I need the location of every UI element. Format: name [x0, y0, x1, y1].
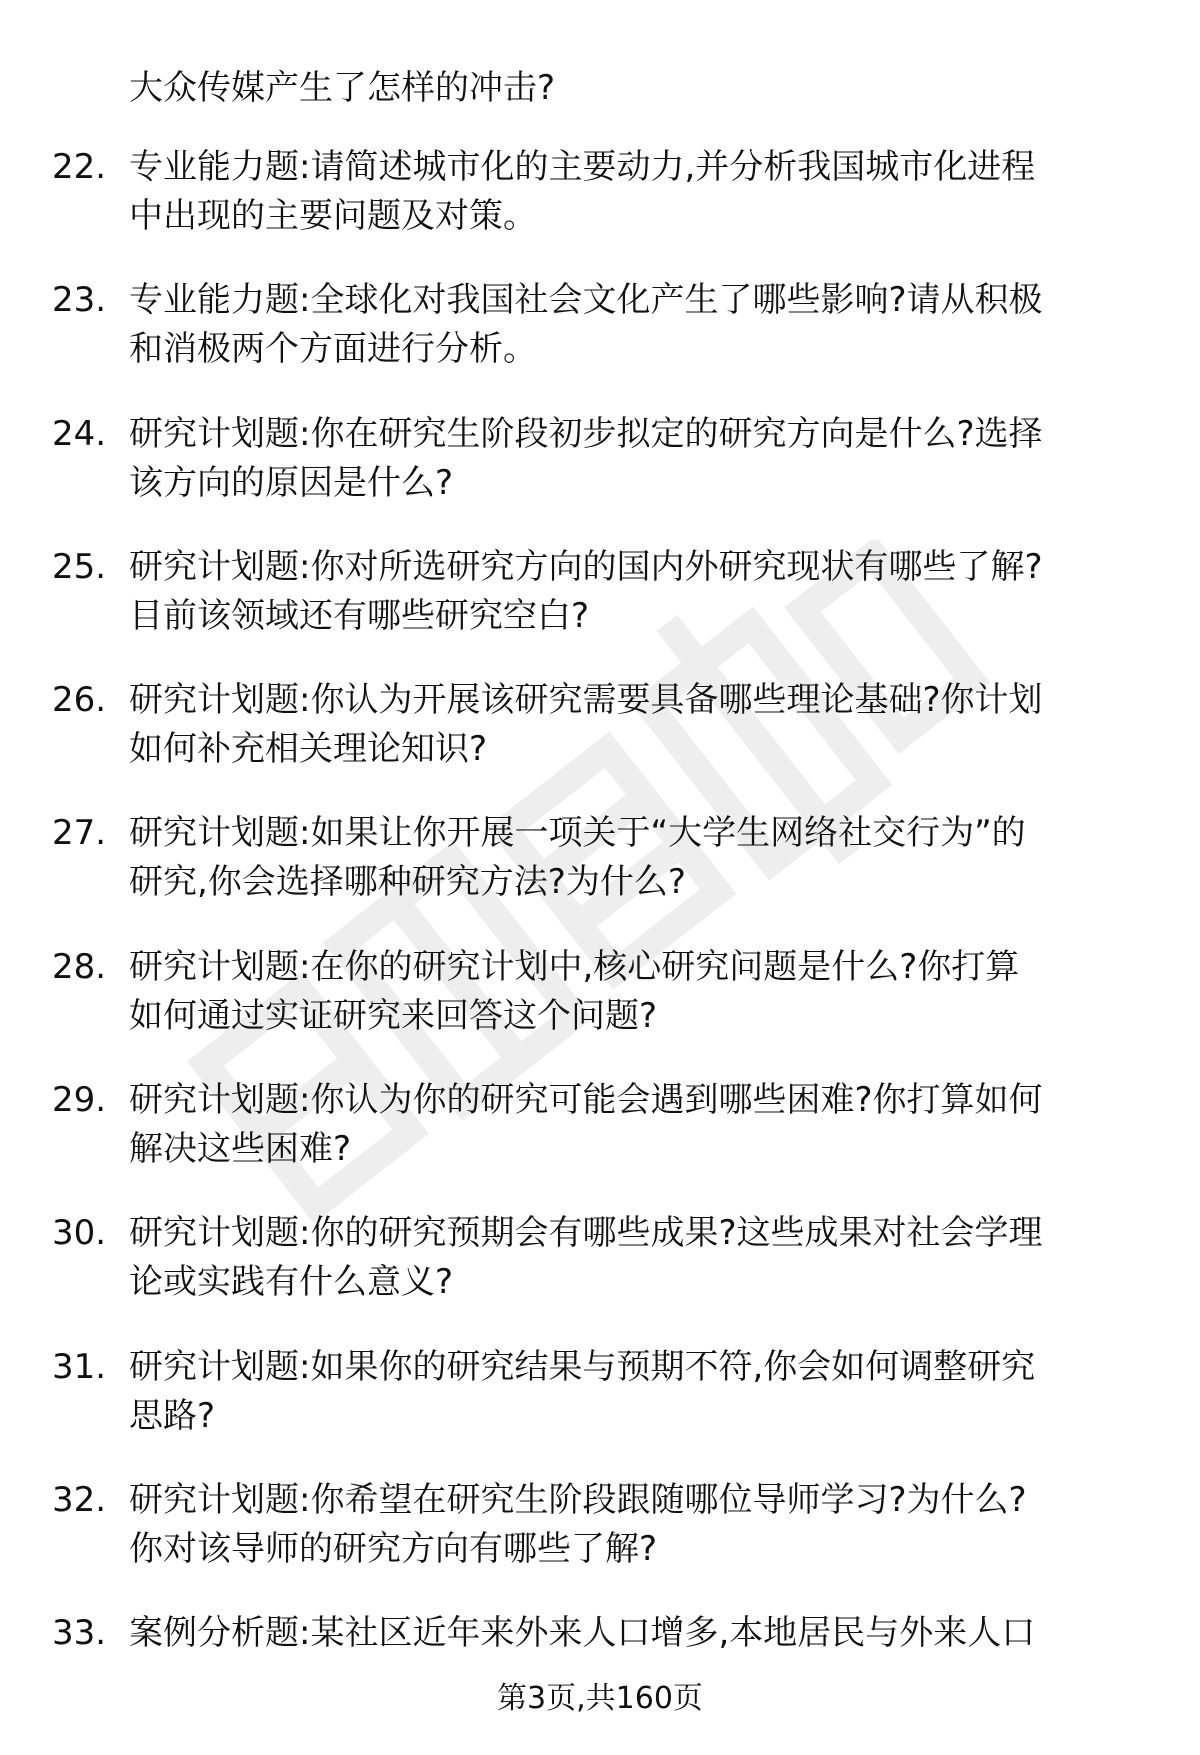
question-text-line: 研究计划题:如果你的研究结果与预期不符,你会如何调整研究 — [129, 1346, 1036, 1387]
question-list — [0, 143, 1200, 1743]
question-number: 32. — [52, 1479, 107, 1520]
question-text-line: 中出现的主要问题及对策。 — [129, 196, 537, 236]
question-text-line: 如何通过实证研究来回答这个问题? — [129, 995, 658, 1036]
question-number: 27. — [52, 813, 107, 854]
question-item — [0, 943, 1200, 1076]
question-text-line: 研究计划题:你的研究预期会有哪些成果?这些成果对社会学理 — [129, 1213, 1043, 1254]
question-number: 30. — [52, 1213, 107, 1254]
question-item — [0, 1476, 1200, 1609]
question-item — [0, 410, 1200, 543]
question-item — [0, 1209, 1200, 1342]
question-text-line: 研究计划题:在你的研究计划中,核心研究问题是什么?你打算 — [129, 946, 1020, 987]
question-text-line: 研究计划题:你希望在研究生阶段跟随哪位导师学习?为什么? — [129, 1479, 1027, 1520]
question-item — [0, 276, 1200, 409]
question-number: 25. — [52, 546, 107, 587]
question-number: 31. — [52, 1346, 107, 1387]
question-text-line: 研究,你会选择哪种研究方法?为什么? — [129, 862, 686, 903]
question-item — [0, 543, 1200, 676]
question-text-line: 专业能力题:请简述城市化的主要动力,并分析我国城市化进程 — [129, 147, 1036, 187]
page-footer: 第3页,共160页 — [497, 1681, 703, 1716]
question-text-line: 研究计划题:你对所选研究方向的国内外研究现状有哪些了解? — [129, 546, 1043, 587]
question-text-line: 专业能力题:全球化对我国社会文化产生了哪些影响?请从积极 — [129, 280, 1043, 321]
question-text-line: 研究计划题:你认为开展该研究需要具备哪些理论基础?你计划 — [129, 680, 1043, 721]
question-text-line: 和消极两个方面进行分析。 — [129, 329, 537, 370]
question-number: 26. — [52, 680, 107, 721]
question-text-line: 目前该领域还有哪些研究空白? — [129, 595, 590, 636]
question-item — [0, 676, 1200, 809]
question-text-line: 论或实践有什么意义? — [129, 1262, 454, 1303]
question-number: 33. — [52, 1613, 107, 1654]
question-text-line: 如何补充相关理论知识? — [129, 729, 488, 770]
question-number: 24. — [52, 413, 107, 454]
question-item — [0, 1343, 1200, 1476]
continued-question-text: 大众传媒产生了怎样的冲击? — [129, 68, 556, 108]
question-number: 28. — [52, 946, 107, 987]
question-item — [0, 1076, 1200, 1209]
question-number: 23. — [52, 280, 107, 321]
question-text-line: 该方向的原因是什么? — [129, 462, 454, 503]
question-text-line: 研究计划题:你认为你的研究可能会遇到哪些困难?你打算如何 — [129, 1080, 1043, 1121]
question-text-line: 解决这些困难? — [129, 1129, 352, 1170]
question-text-line: 研究计划题:你在研究生阶段初步拟定的研究方向是什么?选择 — [129, 413, 1043, 454]
question-item — [0, 1609, 1200, 1742]
question-text-line: 研究计划题:如果让你开展一项关于“大学生网络社交行为”的 — [129, 813, 1026, 854]
question-item — [0, 143, 1200, 276]
question-text-line: 案例分析题:某社区近年来外来人口增多,本地居民与外来人口 — [129, 1613, 1036, 1654]
question-number: 29. — [52, 1080, 107, 1121]
question-item — [0, 809, 1200, 942]
question-text-line: 思路? — [129, 1395, 216, 1436]
question-text-line: 你对该导师的研究方向有哪些了解? — [129, 1528, 658, 1569]
question-number: 22. — [52, 147, 107, 187]
